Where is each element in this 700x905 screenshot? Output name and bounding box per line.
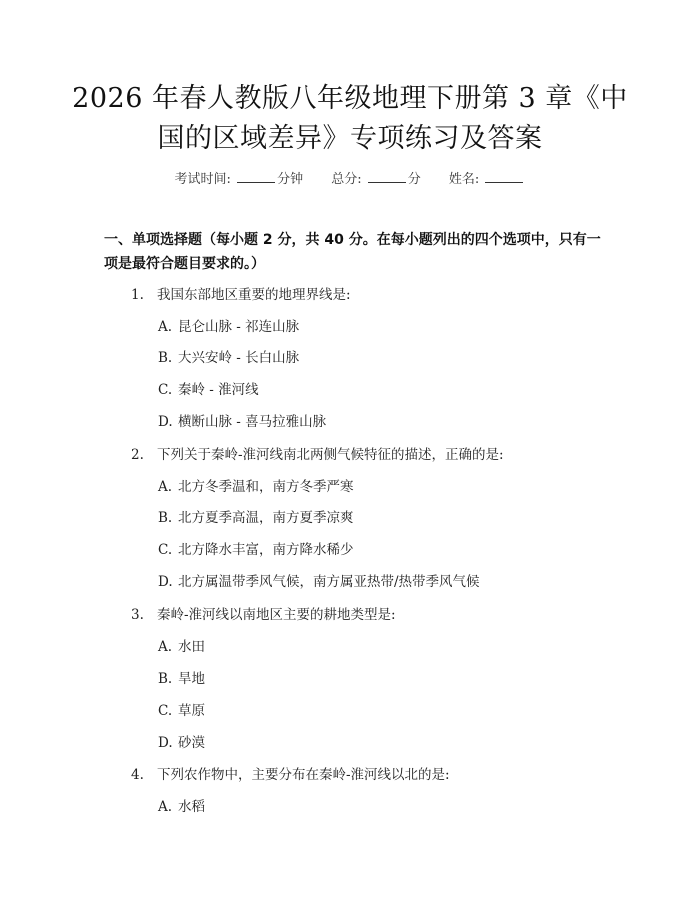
option-text: 大兴安岭 - 长白山脉 xyxy=(178,350,300,366)
option-letter: A. xyxy=(158,639,173,655)
exam-meta xyxy=(0,168,700,187)
option-letter: D. xyxy=(158,414,173,430)
name-label: 姓名: xyxy=(448,172,480,187)
question-number: 1. xyxy=(131,287,144,303)
exam-time-label: 考试时间: xyxy=(174,172,231,187)
exam-time-unit: 分钟 xyxy=(277,172,304,187)
total-score-blank xyxy=(368,170,406,183)
question-number: 3. xyxy=(131,607,144,623)
option-text: 草原 xyxy=(178,703,205,719)
option-letter: C. xyxy=(158,703,173,719)
option-letter: A. xyxy=(158,319,173,335)
option-text: 砂漠 xyxy=(178,735,205,751)
question-2-option-c xyxy=(158,538,354,558)
question-3-option-c xyxy=(158,699,205,719)
option-text: 横断山脉 - 喜马拉雅山脉 xyxy=(178,414,327,430)
question-3-option-b xyxy=(158,667,205,687)
option-text: 昆仑山脉 - 祁连山脉 xyxy=(178,319,300,335)
question-text: 下列农作物中，主要分布在秦岭-淮河线以北的是: xyxy=(157,767,450,783)
option-text: 水田 xyxy=(178,639,205,655)
option-letter: A. xyxy=(158,799,173,815)
question-1 xyxy=(131,283,351,303)
question-3 xyxy=(131,603,396,623)
exam-time-field xyxy=(175,168,304,187)
question-number: 4. xyxy=(131,767,144,783)
option-text: 北方夏季高温，南方夏季凉爽 xyxy=(178,510,354,526)
option-letter: D. xyxy=(158,735,173,751)
section-header: 一、单项选择题（每小题 2 分，共 40 分。在每小题列出的四个选项中，只有一项是最符合题目要求的。） xyxy=(104,232,601,272)
option-letter: B. xyxy=(158,510,173,526)
question-1-option-d xyxy=(158,410,326,430)
page-title-line-1: 2026 年春人教版八年级地理下册第 3 章《中 xyxy=(72,83,628,114)
question-1-option-b xyxy=(158,346,299,366)
question-2 xyxy=(131,443,504,463)
total-score-field xyxy=(331,168,421,187)
question-1-option-c xyxy=(158,378,259,398)
option-letter: A. xyxy=(158,479,173,495)
total-score-unit: 分 xyxy=(407,172,421,187)
question-3-option-d xyxy=(158,731,205,751)
option-text: 北方属温带季风气候，南方属亚热带/热带季风气候 xyxy=(178,574,480,590)
option-letter: B. xyxy=(158,671,173,687)
question-text: 下列关于秦岭-淮河线南北两侧气候特征的描述，正确的是: xyxy=(157,447,504,463)
name-field xyxy=(449,168,526,187)
question-2-option-b xyxy=(158,506,354,526)
option-letter: B. xyxy=(158,350,173,366)
question-1-option-a xyxy=(158,315,299,335)
option-text: 水稻 xyxy=(178,799,205,815)
option-text: 秦岭 - 淮河线 xyxy=(178,382,259,398)
question-2-option-d xyxy=(158,570,480,590)
exam-time-blank xyxy=(237,170,275,183)
question-text: 我国东部地区重要的地理界线是: xyxy=(157,287,351,303)
question-4-option-a xyxy=(158,795,205,815)
option-letter: C. xyxy=(158,382,173,398)
total-score-label: 总分: xyxy=(331,172,362,187)
question-number: 2. xyxy=(131,447,144,463)
page-title-line-2: 国的区域差异》专项练习及答案 xyxy=(157,123,543,154)
question-4 xyxy=(131,763,450,783)
question-3-option-a xyxy=(158,635,205,655)
option-letter: C. xyxy=(158,542,173,558)
name-blank xyxy=(485,170,523,183)
option-text: 北方冬季温和，南方冬季严寒 xyxy=(178,479,354,495)
option-text: 旱地 xyxy=(178,671,205,687)
question-2-option-a xyxy=(158,475,354,495)
option-text: 北方降水丰富，南方降水稀少 xyxy=(178,542,354,558)
option-letter: D. xyxy=(158,574,173,590)
question-text: 秦岭-淮河线以南地区主要的耕地类型是: xyxy=(157,607,396,623)
